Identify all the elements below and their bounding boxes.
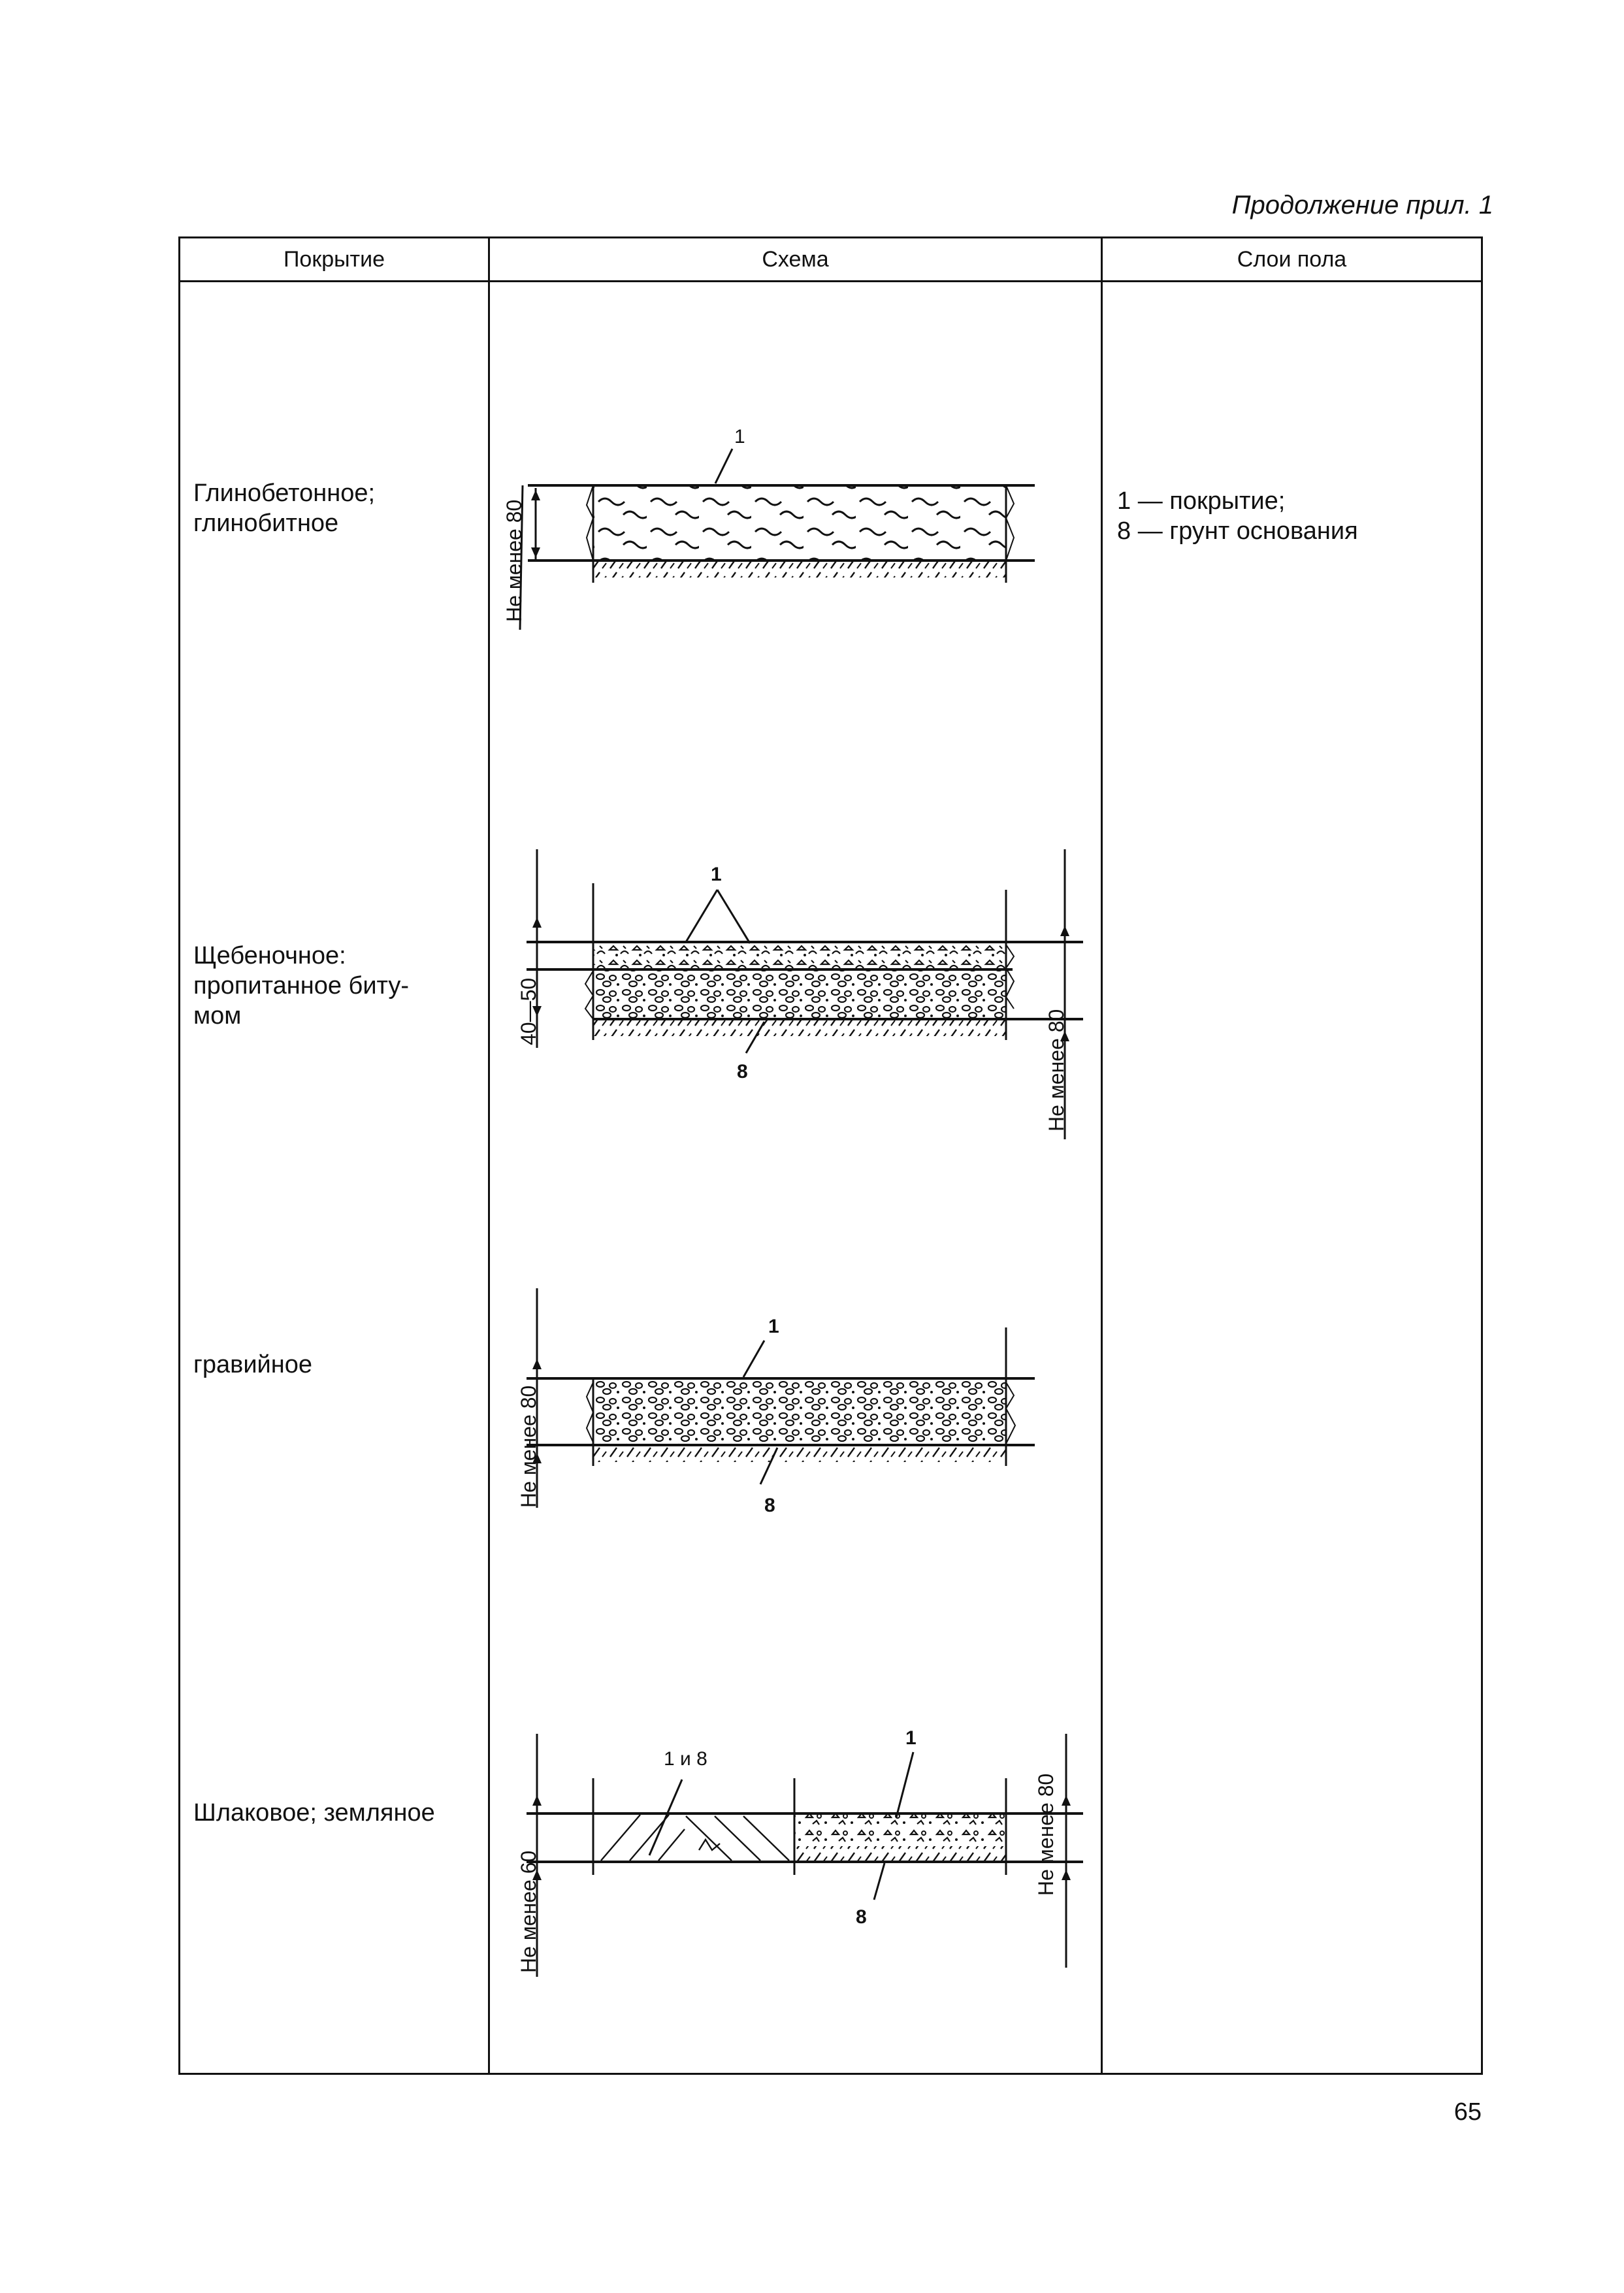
dim-row2-left: 40—50 (517, 977, 540, 1045)
table-header-row (180, 238, 1482, 282)
scheme-slag-earth (517, 1727, 1083, 1977)
col-header-coating: Покрытие (180, 238, 489, 282)
col-header-layers: Слои пола (1102, 238, 1482, 282)
coating-row-3: гравийное (193, 1351, 313, 1378)
dim-row4-left: Не менее 60 (517, 1850, 540, 1973)
scheme-cell (489, 282, 1102, 2074)
label-1: 1 (734, 426, 745, 447)
label-1: 1 (905, 1727, 917, 1749)
dim-row4-right: Не менее 80 (1034, 1773, 1058, 1896)
coating-row-4: Шлаковое; земляное (193, 1799, 435, 1827)
page-number: 65 (1453, 2098, 1482, 2126)
layers-legend (1117, 486, 1358, 546)
scheme-clay (502, 426, 1035, 630)
layers-cell (1102, 282, 1482, 2074)
continuation-note: Продолжение прил. 1 (1231, 191, 1493, 220)
label-1: 1 (768, 1316, 779, 1337)
scheme-crushed-stone (517, 849, 1083, 1139)
dim-row1: Не менее 80 (502, 499, 526, 622)
layer-8: 8 — грунт основания (1117, 517, 1358, 545)
col-header-scheme: Схема (489, 238, 1102, 282)
floor-coating-table (178, 236, 1483, 2075)
label-8: 8 (737, 1061, 748, 1082)
table-body-row (180, 282, 1482, 2074)
coating-row-1: Глинобетонное; глинобитное (193, 480, 376, 537)
label-1-and-8: 1 и 8 (664, 1748, 707, 1770)
coating-row-2: Щебеночное: пропитанное биту- мом (193, 942, 410, 1030)
label-8: 8 (764, 1495, 775, 1516)
scheme-gravel (517, 1288, 1035, 1516)
label-8: 8 (856, 1906, 867, 1928)
coating-cell (180, 282, 489, 2074)
dim-row2-right: Не менее 80 (1045, 1009, 1068, 1131)
dim-row3: Не менее 80 (517, 1385, 540, 1508)
scheme-drawings (490, 282, 1103, 2079)
layer-1: 1 — покрытие; (1117, 487, 1286, 515)
label-1: 1 (711, 864, 722, 885)
